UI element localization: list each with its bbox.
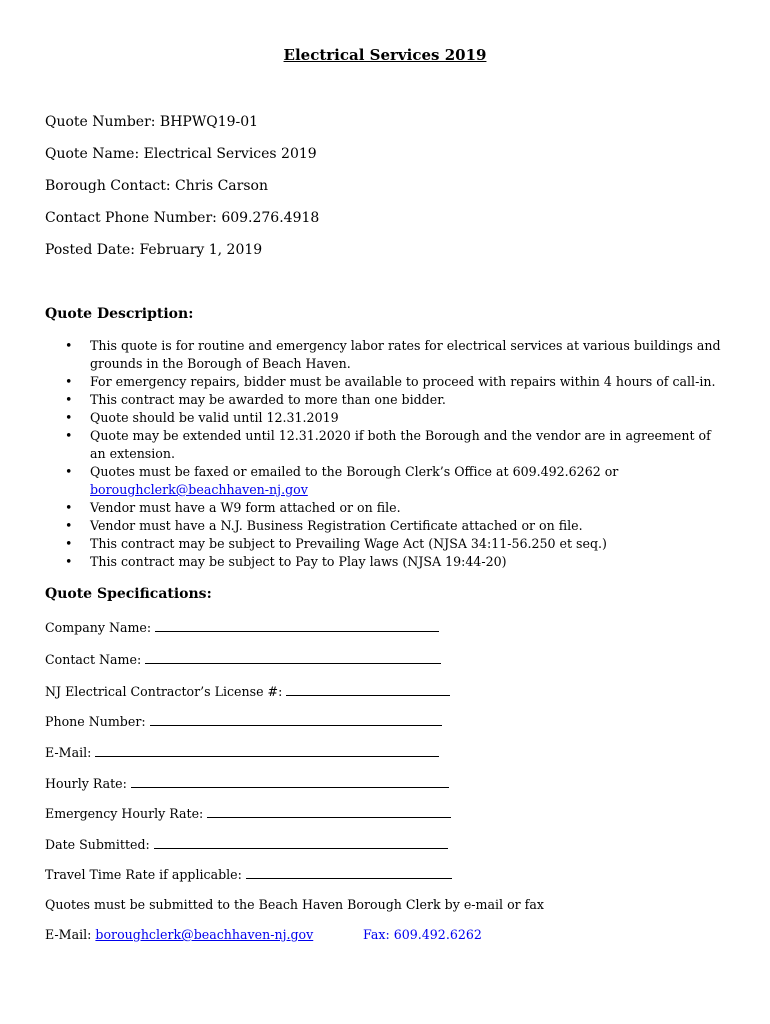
bullet-icon: • [65,392,73,407]
bullet-icon: • [65,500,73,515]
bullet-icon: • [65,410,73,425]
hourly-rate-field: Hourly Rate: [45,775,449,792]
quote-name: Quote Name: Electrical Services 2019 [45,146,317,162]
posted-date: Posted Date: February 1, 2019 [45,242,263,258]
email-blank[interactable] [95,744,439,757]
bullet-icon: • [65,374,73,389]
emergency-rate-field: Emergency Hourly Rate: [45,805,451,822]
contact-name-field: Contact Name: [45,651,441,668]
phone-number-blank[interactable] [150,713,442,726]
bullet-icon: • [65,338,73,353]
bullet-icon: • [65,536,73,551]
date-submitted-blank[interactable] [154,836,448,849]
list-item: • Vendor must have a W9 form attached or on file. [65,500,401,515]
footer-email-link[interactable]: boroughclerk@beachhaven-nj.gov [95,927,314,942]
description-list [45,337,725,571]
hourly-rate-blank[interactable] [131,775,449,788]
list-item: • For emergency repairs, bidder must be available to proceed with repairs within 4 hours of call-in. [65,374,716,389]
bullet-icon: • [65,428,73,443]
list-item: • This quote is for routine and emergency labor rates for electrical services at various buildings and grounds in the Borough of Beach Haven. [65,338,721,371]
quote-number: Quote Number: BHPWQ19-01 [45,114,259,130]
footer-email: E-Mail: boroughclerk@beachhaven-nj.gov [45,927,314,942]
contact-phone: Contact Phone Number: 609.276.4918 [45,210,320,226]
list-item: • Quote should be valid until 12.31.2019 [65,410,339,425]
submission-instruction: Quotes must be submitted to the Beach Haven Borough Clerk by e-mail or fax [45,897,544,912]
travel-rate-field: Travel Time Rate if applicable: [45,866,452,883]
footer-fax: Fax: 609.492.6262 [363,927,482,942]
list-item: • Quote may be extended until 12.31.2020 if both the Borough and the vendor are in agreement of an extension. [65,428,711,461]
phone-number-field: Phone Number: [45,713,442,730]
license-field: NJ Electrical Contractor’s License #: [45,683,450,700]
emergency-rate-blank[interactable] [207,805,451,818]
license-blank[interactable] [286,683,450,696]
page-title: Electrical Services 2019 [283,46,487,64]
bullet-icon: • [65,518,73,533]
travel-rate-blank[interactable] [246,866,452,879]
contact-name-blank[interactable] [145,651,441,664]
bullet-icon: • [65,464,73,479]
description-heading: Quote Description: [45,306,194,322]
company-name-field: Company Name: [45,619,439,636]
list-item: • Vendor must have a N.J. Business Registration Certificate attached or on file. [65,518,583,533]
company-name-blank[interactable] [155,619,439,632]
list-item: • This contract may be subject to Pay to Play laws (NJSA 19:44-20) [65,554,507,569]
date-submitted-field: Date Submitted: [45,836,448,853]
clerk-email-link[interactable]: boroughclerk@beachhaven-nj.gov [90,482,308,497]
bullet-icon: • [65,554,73,569]
list-item: • This contract may be subject to Prevailing Wage Act (NJSA 34:11-56.250 et seq.) [65,536,607,551]
email-field: E-Mail: [45,744,439,761]
list-item: • This contract may be awarded to more than one bidder. [65,392,446,407]
list-item: • Quotes must be faxed or emailed to the Borough Clerk’s Office at 609.492.6262 or boroughclerk@beachhaven-nj.gov [65,464,619,497]
specifications-heading: Quote Specifications: [45,586,212,602]
borough-contact: Borough Contact: Chris Carson [45,178,268,194]
